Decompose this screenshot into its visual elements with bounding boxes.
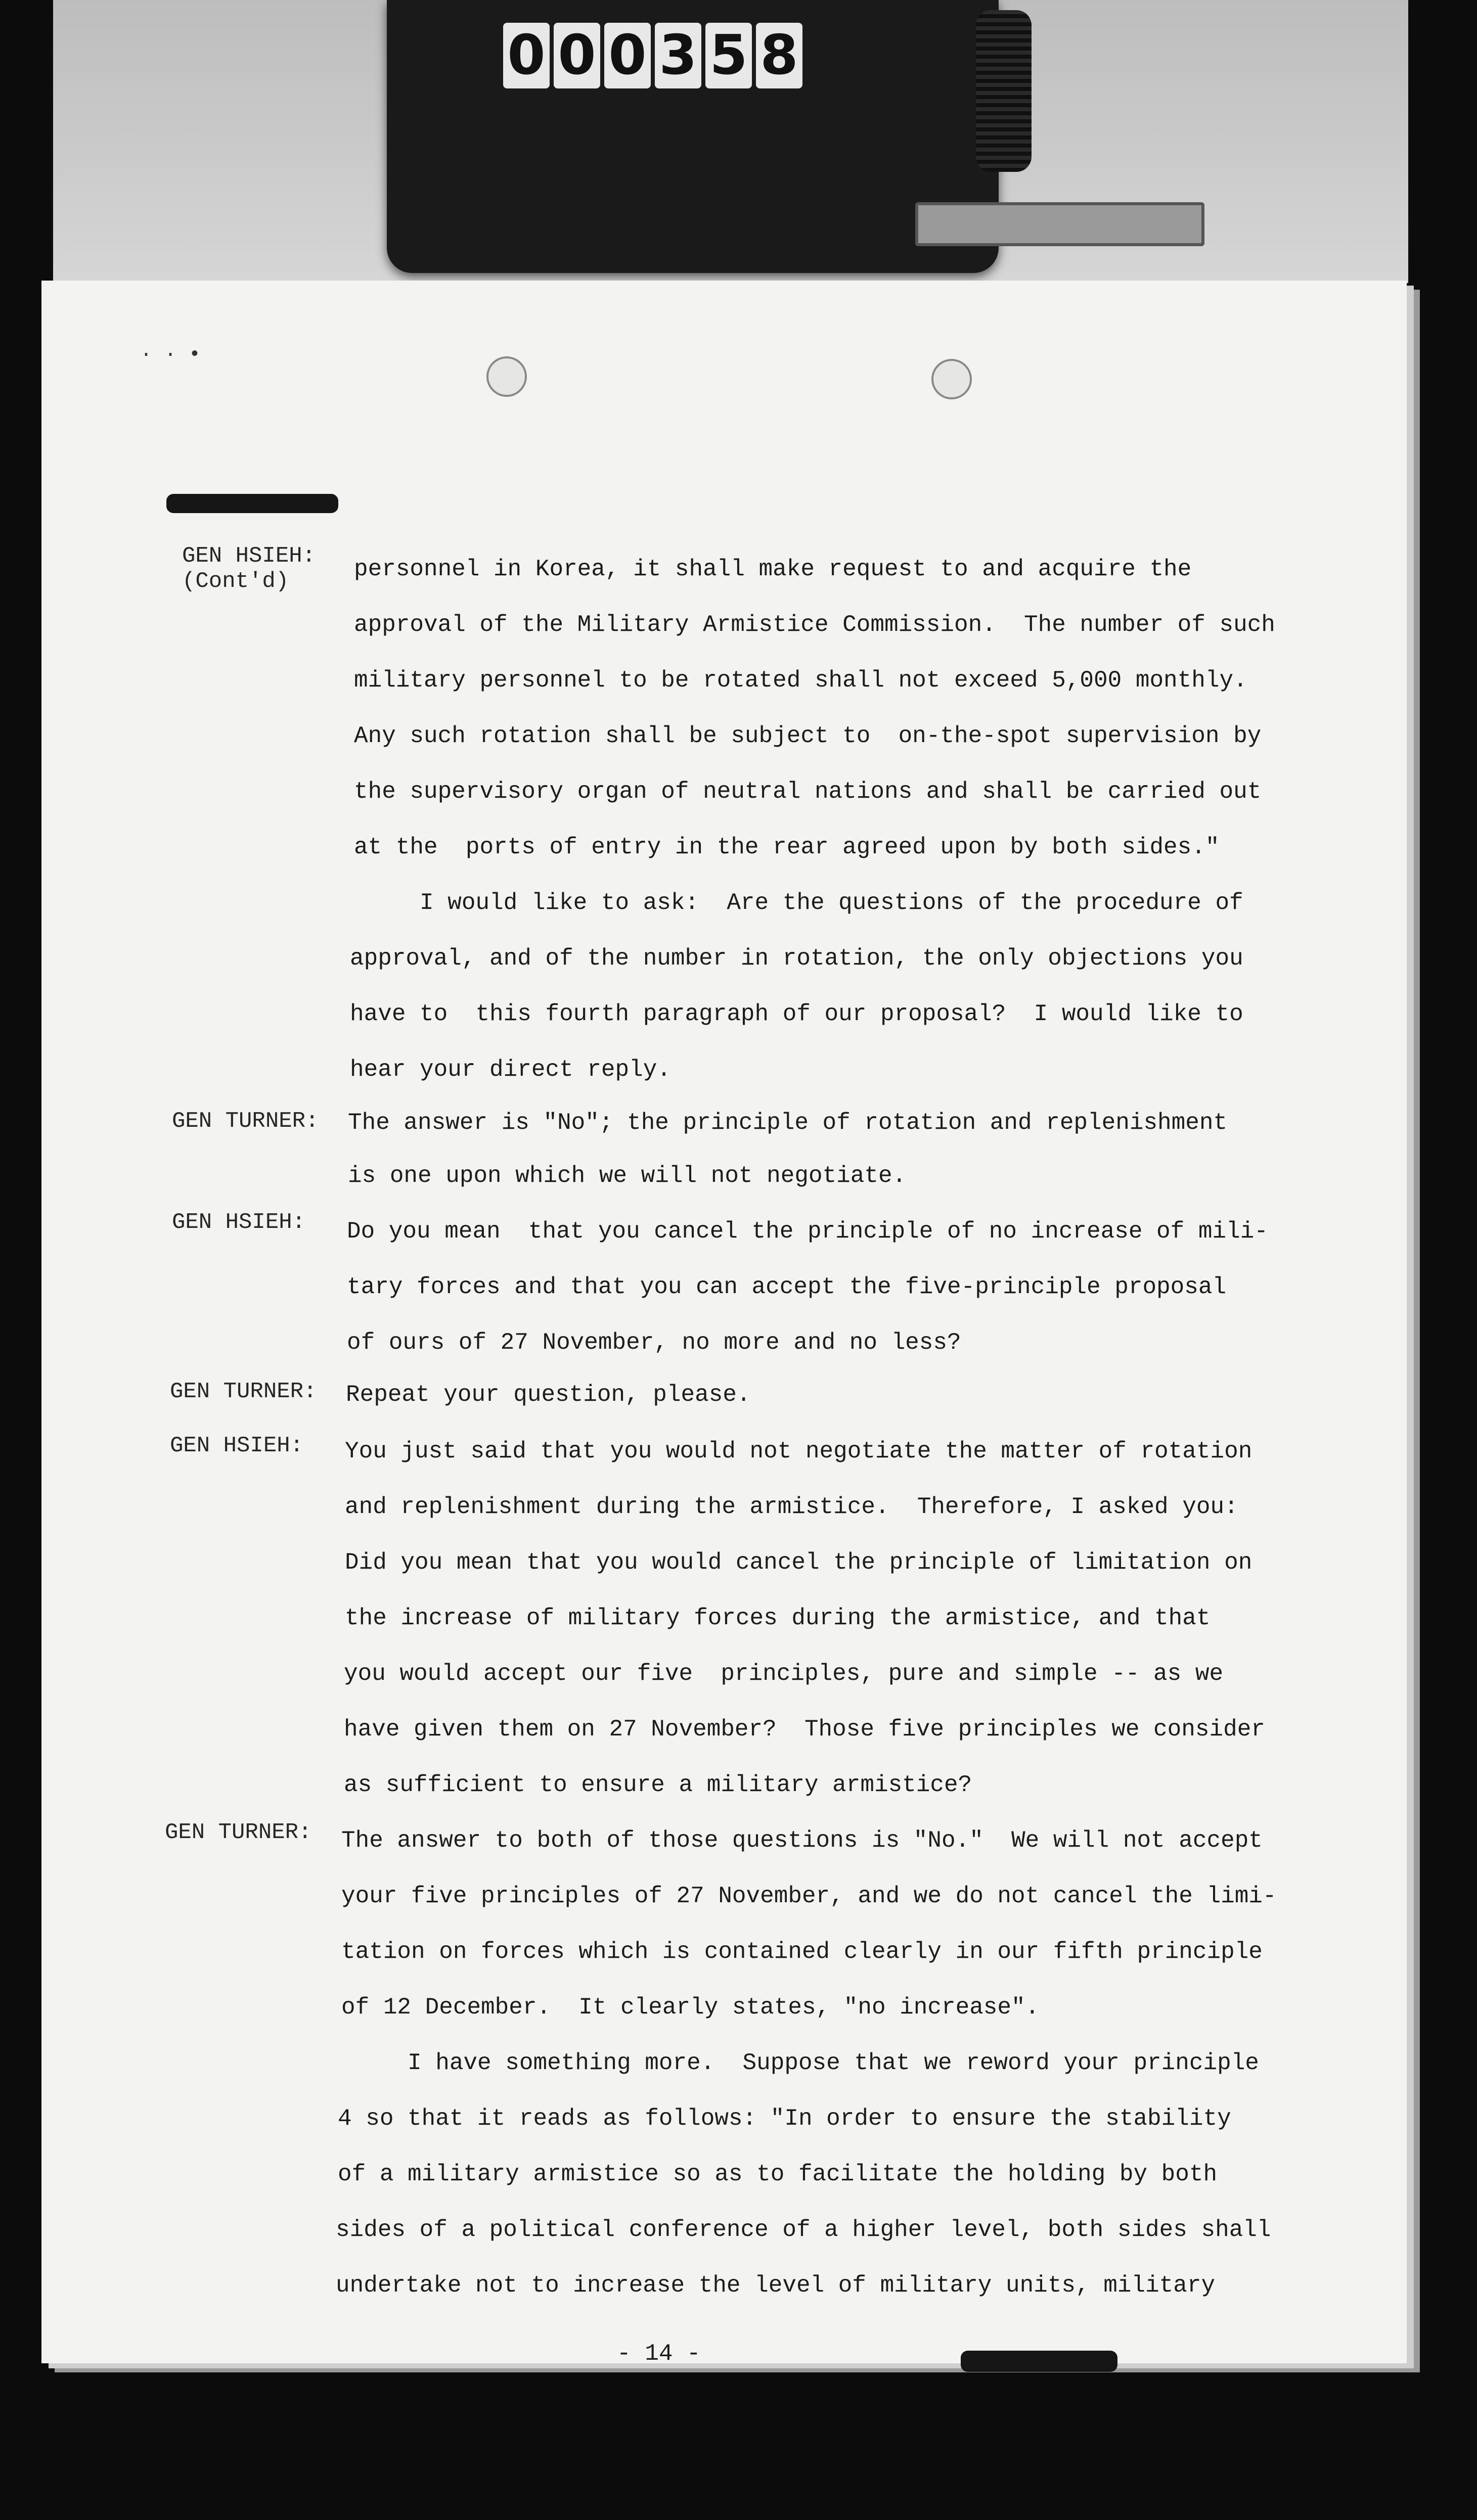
text-line: have given them on 27 November? Those five principles we consider (344, 1716, 1265, 1743)
text-line: You just said that you would not negotiate the matter of rotation (345, 1438, 1252, 1464)
counter-digit: 5 (705, 23, 752, 88)
punch-hole-left (486, 356, 527, 397)
speaker-label: GEN HSIEH: (Cont'd) (182, 543, 316, 594)
text-line: I have something more. Suppose that we reword your principle (338, 2050, 1259, 2076)
text-line: military personnel to be rotated shall not exceed 5,000 monthly. (354, 667, 1247, 694)
text-line: of 12 December. It clearly states, "no increase". (341, 1994, 1040, 2021)
page-number: - 14 - (617, 2341, 701, 2367)
text-line: the increase of military forces during the armistice, and that (345, 1605, 1211, 1631)
text-line: Any such rotation shall be subject to on-the-spot supervision by (354, 723, 1262, 749)
classification-redaction-bottom (961, 2351, 1117, 2372)
text-line: tary forces and that you can accept the five-principle proposal (347, 1274, 1227, 1300)
speaker-label: GEN TURNER: (165, 1820, 312, 1845)
text-line: as sufficient to ensure a military armistice? (344, 1772, 972, 1798)
text-line: undertake not to increase the level of military units, military (336, 2272, 1216, 2299)
speaker-label: GEN HSIEH: (172, 1210, 306, 1235)
text-line: hear your direct reply. (350, 1057, 671, 1083)
text-line: of a military armistice so as to facilitate the holding by both (338, 2161, 1218, 2187)
text-line: approval, and of the number in rotation, the only objections you (350, 945, 1243, 972)
text-line: Do you mean that you cancel the principle of no increase of mili- (347, 1218, 1268, 1245)
speaker-label: GEN HSIEH: (170, 1433, 304, 1458)
counter-digit: 0 (554, 23, 600, 88)
text-line: and replenishment during the armistice. Therefore, I asked you: (345, 1494, 1238, 1520)
counter-digit: 3 (655, 23, 701, 88)
text-line: of ours of 27 November, no more and no less? (347, 1330, 961, 1356)
text-line: have to this fourth paragraph of our proposal? I would like to (350, 1001, 1243, 1027)
text-line: at the ports of entry in the rear agreed upon by both sides." (354, 834, 1220, 860)
speaker-label: GEN TURNER: (170, 1379, 317, 1404)
text-line: Repeat your question, please. (346, 1382, 751, 1408)
text-line: 4 so that it reads as follows: "In order to ensure the stability (338, 2105, 1231, 2132)
text-line: The answer to both of those questions is "No." We will not accept (341, 1827, 1263, 1854)
counter-digit: 0 (503, 23, 550, 88)
text-line: personnel in Korea, it shall make request to and acquire the (354, 556, 1192, 582)
text-line: The answer is "No"; the principle of rotation and replenishment (348, 1110, 1228, 1136)
counter-label-plate (915, 202, 1204, 246)
text-line: approval of the Military Armistice Commission. The number of such (354, 612, 1275, 638)
counter-digit: 0 (604, 23, 651, 88)
speaker-label: GEN TURNER: (172, 1109, 319, 1134)
classification-redaction-top (166, 494, 338, 513)
text-line: the supervisory organ of neutral nations and shall be carried out (354, 778, 1262, 805)
text-line: I would like to ask: Are the questions of the procedure of (350, 890, 1243, 916)
counter-digit: 8 (756, 23, 802, 88)
text-line: sides of a political conference of a higher level, both sides shall (336, 2217, 1271, 2243)
text-line: tation on forces which is contained clearly in our fifth principle (341, 1939, 1263, 1965)
text-line: you would accept our five principles, pure and simple -- as we (344, 1661, 1224, 1687)
text-line: is one upon which we will not negotiate. (348, 1163, 907, 1189)
text-line: Did you mean that you would cancel the principle of limitation on (345, 1549, 1252, 1576)
counter-knob (976, 10, 1032, 172)
frame-counter-digits (503, 23, 802, 88)
punch-hole-right (931, 359, 972, 399)
margin-specks: · · • (140, 344, 201, 366)
text-line: your five principles of 27 November, and we do not cancel the limi- (341, 1883, 1277, 1909)
